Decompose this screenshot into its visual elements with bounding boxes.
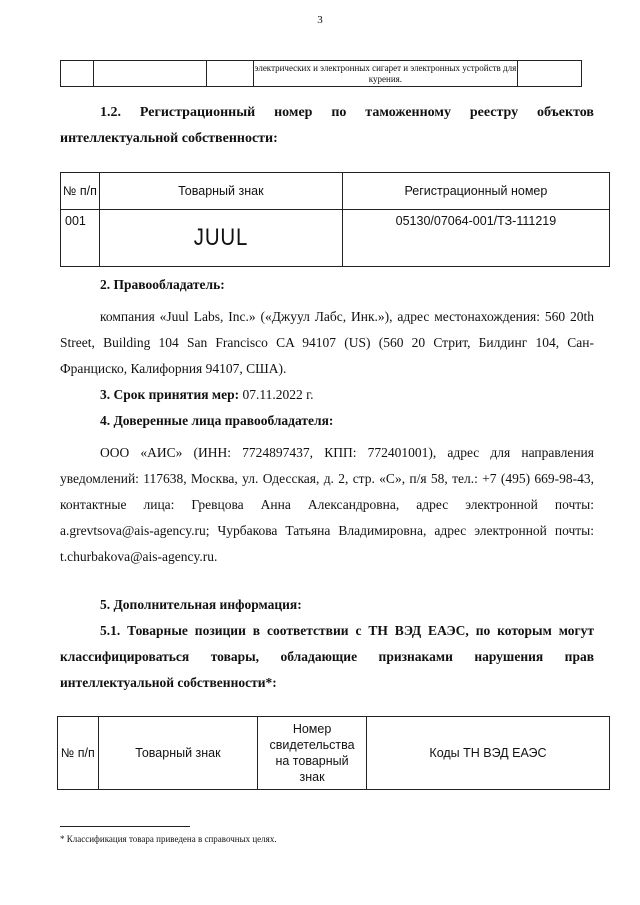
table-cell xyxy=(206,61,254,87)
header-certificate: Номер свидетельства на товарный знак xyxy=(258,717,367,790)
main-text xyxy=(60,272,594,570)
row-reg-number: 05130/07064-001/ТЗ-111219 xyxy=(342,210,609,267)
section-title-line: 1.2. Регистрационный номер по таможенному реестру объектов xyxy=(100,105,594,120)
section-4-title: 4. Доверенные лица правообладателя: xyxy=(100,413,334,428)
page-number: 3 xyxy=(317,14,323,26)
section-3-value: 07.11.2022 г. xyxy=(239,387,314,402)
section-5-1-title: 5.1. Товарные позиции в соответствии с ТН ВЭД ЕАЭС, по которым могут классифицироваться товары, обладающие признаками нарушения прав интеллектуальной собственности*: xyxy=(60,623,594,690)
registration-table xyxy=(60,172,610,267)
header-trademark: Товарный знак xyxy=(98,717,258,790)
section-5 xyxy=(60,592,594,696)
table-cell xyxy=(61,61,94,87)
section-3-label: 3. Срок принятия мер: xyxy=(100,387,240,402)
table-row xyxy=(61,210,610,267)
footnote-divider xyxy=(60,826,190,827)
table-cell-text: электрических и электронных сигарет и электронных устройств для курения. xyxy=(254,61,517,87)
juul-logo: JUUL xyxy=(193,224,249,251)
codes-table xyxy=(57,716,610,790)
trademark-cell xyxy=(99,210,342,267)
table-header-row xyxy=(61,173,610,210)
table-cell xyxy=(517,61,581,87)
table-cell xyxy=(93,61,206,87)
section-3 xyxy=(60,382,594,408)
section-5-title: 5. Дополнительная информация: xyxy=(100,597,302,612)
row-num: 001 xyxy=(61,210,100,267)
header-num: № п/п xyxy=(58,717,99,790)
table-row xyxy=(61,61,582,87)
header-num: № п/п xyxy=(61,173,100,210)
footnote: * Классификация товара приведена в справочных целях. xyxy=(60,834,277,844)
section-1-2-title xyxy=(60,100,594,152)
continued-table xyxy=(60,60,582,87)
header-reg-number: Регистрационный номер xyxy=(342,173,609,210)
section-title-line: интеллектуальной собственности: xyxy=(60,131,278,146)
section-2-title: 2. Правообладатель: xyxy=(100,277,225,292)
section-4-text: ООО «АИС» (ИНН: 7724897437, КПП: 772401001), адрес для направления уведомлений: 117638, Москва, ул. Одесская, д. 2, стр. «С», п/я 58, тел.: +7 (495) 669-98-43, контактные лица: Гревцова Анна Александровна, адрес электронной почты: a.grevtsova@ais-agency.ru; Чурбакова Татьяна Владимировна, адрес электронной почты: t.churbakova@ais-agency.ru. xyxy=(60,445,594,564)
table-header-row xyxy=(58,717,610,790)
section-2-text: компания «Juul Labs, Inc.» («Джуул Лабс, Инк.»), адрес местонахождения: 560 20th Street, Building 104 San Francisco CA 94107 (US) (560 20 Стрит, Билдинг 104, Сан-Франциско, Калифорния 94107, США). xyxy=(60,309,594,376)
header-codes: Коды ТН ВЭД ЕАЭС xyxy=(366,717,609,790)
header-trademark: Товарный знак xyxy=(99,173,342,210)
